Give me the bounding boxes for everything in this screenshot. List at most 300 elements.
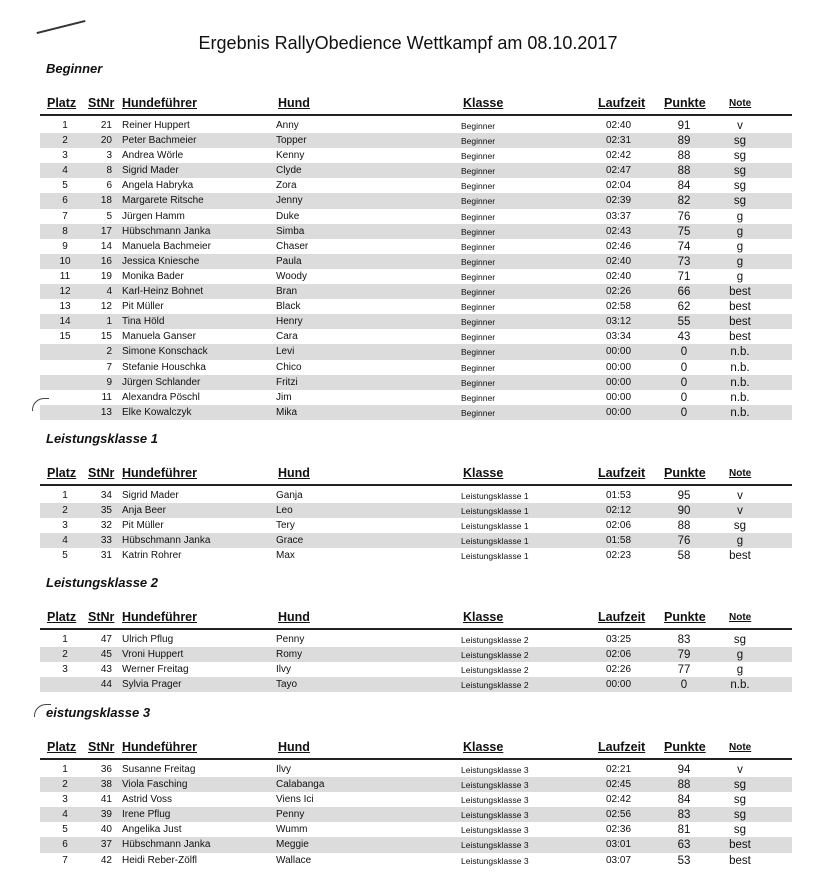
cell-platz: 13 bbox=[59, 301, 71, 313]
header-hund: Hund bbox=[278, 610, 310, 624]
cell-punkte: 0 bbox=[680, 406, 688, 419]
header-platz: Platz bbox=[47, 466, 77, 480]
header-klasse: Klasse bbox=[463, 466, 504, 480]
cell-stnr: 40 bbox=[100, 824, 112, 836]
cell-punkte: 88 bbox=[677, 150, 691, 163]
cell-platz: 3 bbox=[62, 150, 68, 162]
cell-platz: 7 bbox=[62, 854, 68, 866]
cell-hund: Chico bbox=[276, 361, 302, 373]
cell-klasse: Leistungsklasse 2 bbox=[461, 650, 529, 661]
cell-note: g bbox=[736, 210, 744, 223]
cell-fuehrer: Astrid Voss bbox=[122, 794, 173, 806]
cell-laufzeit: 03:37 bbox=[606, 210, 632, 222]
cell-hund: Duke bbox=[276, 210, 300, 222]
cell-fuehrer: Angelika Just bbox=[122, 824, 182, 836]
cell-klasse: Beginner bbox=[461, 196, 496, 207]
cell-hund: Grace bbox=[276, 535, 304, 547]
cell-klasse: Beginner bbox=[461, 407, 496, 418]
cell-stnr: 16 bbox=[100, 255, 112, 267]
cell-punkte: 63 bbox=[677, 839, 691, 852]
cell-platz: 11 bbox=[59, 270, 71, 282]
cell-note: best bbox=[729, 550, 751, 563]
table-row bbox=[40, 329, 792, 344]
table-body bbox=[40, 118, 792, 420]
cell-laufzeit: 02:36 bbox=[606, 824, 632, 836]
cell-fuehrer: Reiner Huppert bbox=[122, 120, 190, 131]
cell-klasse: Beginner bbox=[461, 211, 496, 222]
header-laufzeit: Laufzeit bbox=[598, 96, 646, 110]
table-row bbox=[40, 360, 792, 375]
cell-stnr: 3 bbox=[106, 150, 112, 162]
cell-hund: Fritzi bbox=[276, 376, 298, 388]
table-body bbox=[40, 632, 792, 692]
cell-hund: Paula bbox=[276, 255, 302, 267]
cell-punkte: 76 bbox=[677, 210, 691, 223]
cell-fuehrer: Peter Bachmeier bbox=[122, 135, 197, 147]
cell-stnr: 1 bbox=[106, 316, 112, 328]
cell-punkte: 76 bbox=[677, 535, 691, 548]
table-row bbox=[40, 314, 792, 329]
cell-punkte: 83 bbox=[677, 809, 691, 822]
cell-platz: 2 bbox=[62, 135, 68, 147]
cell-punkte: 95 bbox=[677, 490, 691, 502]
cell-fuehrer: Sylvia Prager bbox=[122, 679, 182, 691]
cell-punkte: 94 bbox=[677, 764, 691, 776]
table-row bbox=[40, 677, 792, 692]
cell-note: v bbox=[737, 764, 743, 776]
scan-mark bbox=[34, 704, 51, 717]
cell-punkte: 82 bbox=[677, 195, 691, 208]
cell-hund: Chaser bbox=[276, 240, 309, 252]
cell-note: g bbox=[736, 240, 744, 253]
cell-punkte: 77 bbox=[677, 664, 691, 677]
table-row bbox=[40, 224, 792, 239]
cell-stnr: 20 bbox=[100, 135, 112, 147]
cell-hund: Woody bbox=[276, 270, 307, 282]
table-row bbox=[40, 148, 792, 163]
cell-klasse: Beginner bbox=[461, 317, 496, 328]
cell-fuehrer: Angela Habryka bbox=[122, 180, 194, 192]
table-row bbox=[40, 792, 792, 807]
header-punkte: Punkte bbox=[664, 740, 706, 754]
cell-laufzeit: 01:53 bbox=[606, 490, 632, 501]
cell-note: g bbox=[736, 270, 744, 283]
cell-laufzeit: 02:42 bbox=[606, 150, 632, 162]
cell-laufzeit: 02:40 bbox=[606, 120, 632, 131]
cell-hund: Levi bbox=[276, 346, 295, 358]
cell-laufzeit: 00:00 bbox=[606, 361, 632, 373]
table-row bbox=[40, 284, 792, 299]
cell-fuehrer: Alexandra Pöschl bbox=[122, 391, 200, 403]
cell-klasse: Beginner bbox=[461, 332, 496, 343]
cell-note: g bbox=[736, 535, 744, 548]
table-row bbox=[40, 269, 792, 284]
cell-stnr: 47 bbox=[100, 634, 112, 645]
header-platz: Platz bbox=[47, 740, 77, 754]
cell-stnr: 39 bbox=[100, 809, 112, 821]
cell-note: sg bbox=[733, 794, 747, 807]
cell-klasse: Beginner bbox=[461, 121, 496, 131]
cell-stnr: 11 bbox=[101, 391, 112, 403]
cell-klasse: Leistungsklasse 1 bbox=[461, 521, 529, 532]
cell-platz: 10 bbox=[59, 255, 71, 267]
cell-stnr: 37 bbox=[100, 839, 112, 851]
page-title: Ergebnis RallyObedience Wettkampf am 08.10.2017 bbox=[198, 33, 618, 53]
cell-klasse: Beginner bbox=[461, 256, 496, 267]
cell-hund: Simba bbox=[276, 225, 305, 237]
cell-hund: Meggie bbox=[276, 839, 309, 851]
cell-note: best bbox=[729, 854, 751, 867]
cell-fuehrer: Monika Bader bbox=[122, 270, 184, 282]
cell-fuehrer: Sigrid Mader bbox=[122, 490, 179, 501]
table-row bbox=[40, 837, 792, 852]
cell-platz: 4 bbox=[62, 809, 68, 821]
header-laufzeit: Laufzeit bbox=[598, 740, 646, 754]
cell-laufzeit: 02:23 bbox=[606, 550, 632, 562]
header-note: Note bbox=[729, 612, 752, 623]
cell-hund: Romy bbox=[276, 649, 303, 661]
cell-laufzeit: 03:25 bbox=[606, 634, 632, 645]
cell-klasse: Beginner bbox=[461, 287, 496, 298]
cell-fuehrer: Hübschmann Janka bbox=[122, 225, 211, 237]
cell-fuehrer: Manuela Bachmeier bbox=[122, 240, 211, 252]
cell-hund: Topper bbox=[276, 135, 307, 147]
cell-fuehrer: Anja Beer bbox=[122, 505, 166, 517]
table-row bbox=[40, 193, 792, 208]
cell-fuehrer: Irene Pflug bbox=[122, 809, 171, 821]
cell-note: sg bbox=[733, 824, 747, 837]
cell-hund: Anny bbox=[276, 120, 299, 131]
cell-note: best bbox=[729, 286, 751, 299]
header-platz: Platz bbox=[47, 96, 77, 110]
cell-klasse: Beginner bbox=[461, 377, 496, 388]
header-punkte: Punkte bbox=[664, 96, 706, 110]
cell-laufzeit: 02:26 bbox=[606, 664, 632, 676]
cell-punkte: 73 bbox=[677, 255, 691, 268]
cell-fuehrer: Jürgen Schlander bbox=[122, 376, 201, 388]
cell-platz: 6 bbox=[62, 195, 68, 207]
cell-stnr: 7 bbox=[106, 361, 112, 373]
cell-laufzeit: 02:31 bbox=[606, 135, 632, 147]
table-row bbox=[40, 133, 792, 148]
cell-fuehrer: Viola Fasching bbox=[122, 779, 188, 791]
cell-hund: Penny bbox=[276, 634, 305, 645]
cell-hund: Kenny bbox=[276, 150, 305, 162]
cell-laufzeit: 02:40 bbox=[606, 255, 632, 267]
cell-stnr: 8 bbox=[106, 165, 112, 177]
cell-note: best bbox=[729, 331, 751, 344]
cell-hund: Wumm bbox=[276, 824, 308, 836]
cell-laufzeit: 00:00 bbox=[606, 376, 632, 388]
cell-stnr: 43 bbox=[100, 664, 112, 676]
cell-laufzeit: 00:00 bbox=[606, 391, 632, 403]
cell-klasse: Leistungsklasse 1 bbox=[461, 491, 529, 501]
table-row bbox=[40, 178, 792, 193]
header-punkte: Punkte bbox=[664, 466, 706, 480]
cell-hund: Ilvy bbox=[276, 764, 291, 775]
cell-punkte: 58 bbox=[677, 550, 691, 563]
scan-mark bbox=[32, 398, 49, 411]
cell-klasse: Leistungsklasse 3 bbox=[461, 810, 529, 821]
cell-stnr: 15 bbox=[100, 331, 112, 343]
header-stnr: StNr bbox=[88, 96, 115, 110]
cell-laufzeit: 03:34 bbox=[606, 331, 632, 343]
cell-fuehrer: Manuela Ganser bbox=[122, 331, 196, 343]
cell-stnr: 34 bbox=[100, 490, 112, 501]
cell-platz: 7 bbox=[62, 210, 68, 222]
cell-fuehrer: Elke Kowalczyk bbox=[122, 406, 192, 418]
cell-stnr: 2 bbox=[106, 346, 112, 358]
cell-laufzeit: 02:26 bbox=[606, 286, 632, 298]
table-row bbox=[40, 488, 792, 503]
cell-laufzeit: 01:58 bbox=[606, 535, 632, 547]
cell-note: n.b. bbox=[730, 679, 750, 692]
cell-stnr: 42 bbox=[100, 854, 112, 866]
cell-klasse: Leistungsklasse 1 bbox=[461, 506, 529, 517]
header-rule bbox=[40, 484, 792, 486]
cell-punkte: 0 bbox=[680, 679, 688, 692]
header-platz: Platz bbox=[47, 610, 77, 624]
cell-platz: 3 bbox=[62, 664, 68, 676]
cell-klasse: Beginner bbox=[461, 271, 496, 282]
cell-hund: Black bbox=[276, 301, 301, 313]
cell-fuehrer: Simone Konschack bbox=[122, 346, 208, 358]
cell-platz: 1 bbox=[62, 120, 68, 131]
cell-platz: 3 bbox=[62, 794, 68, 806]
cell-klasse: Leistungsklasse 2 bbox=[461, 680, 529, 691]
cell-hund: Wallace bbox=[276, 854, 312, 866]
cell-laufzeit: 02:06 bbox=[606, 649, 632, 661]
cell-fuehrer: Andrea Wörle bbox=[122, 150, 184, 162]
cell-hund: Tery bbox=[276, 520, 295, 532]
header-punkte: Punkte bbox=[664, 610, 706, 624]
cell-fuehrer: Katrin Rohrer bbox=[122, 550, 182, 562]
table-row bbox=[40, 807, 792, 822]
cell-punkte: 90 bbox=[677, 505, 691, 518]
cell-fuehrer: Hübschmann Janka bbox=[122, 839, 211, 851]
cell-stnr: 17 bbox=[100, 225, 112, 237]
cell-fuehrer: Stefanie Houschka bbox=[122, 361, 206, 373]
cell-hund: Max bbox=[276, 550, 295, 562]
cell-stnr: 4 bbox=[106, 286, 112, 298]
cell-hund: Ilvy bbox=[276, 664, 291, 676]
cell-platz: 2 bbox=[62, 505, 68, 517]
header-klasse: Klasse bbox=[463, 740, 504, 754]
cell-note: g bbox=[736, 255, 744, 268]
cell-klasse: Beginner bbox=[461, 166, 496, 177]
header-rule bbox=[40, 758, 792, 760]
cell-stnr: 5 bbox=[106, 210, 112, 222]
cell-note: sg bbox=[733, 195, 747, 208]
cell-stnr: 45 bbox=[100, 649, 112, 661]
table-row bbox=[40, 405, 792, 420]
cell-note: n.b. bbox=[730, 346, 750, 359]
header-fuehrer: Hundeführer bbox=[122, 466, 197, 480]
cell-hund: Leo bbox=[276, 505, 293, 517]
cell-fuehrer: Susanne Freitag bbox=[122, 764, 196, 775]
cell-stnr: 6 bbox=[106, 180, 112, 192]
cell-fuehrer: Jürgen Hamm bbox=[122, 210, 185, 222]
cell-punkte: 81 bbox=[677, 824, 691, 837]
cell-hund: Cara bbox=[276, 331, 298, 343]
cell-hund: Clyde bbox=[276, 165, 302, 177]
cell-laufzeit: 00:00 bbox=[606, 346, 632, 358]
table-body bbox=[40, 488, 792, 563]
cell-laufzeit: 00:00 bbox=[606, 679, 632, 691]
table-row bbox=[40, 762, 792, 777]
table-header bbox=[0, 610, 816, 626]
cell-platz: 5 bbox=[62, 180, 68, 192]
cell-hund: Jenny bbox=[276, 195, 303, 207]
cell-punkte: 0 bbox=[680, 361, 688, 374]
cell-note: sg bbox=[733, 180, 747, 193]
cell-laufzeit: 02:42 bbox=[606, 794, 632, 806]
cell-note: g bbox=[736, 225, 744, 238]
cell-punkte: 91 bbox=[677, 120, 691, 132]
cell-fuehrer: Pit Müller bbox=[122, 520, 164, 532]
table-row bbox=[40, 662, 792, 677]
cell-platz: 12 bbox=[59, 286, 71, 298]
cell-klasse: Beginner bbox=[461, 136, 496, 147]
cell-fuehrer: Werner Freitag bbox=[122, 664, 189, 676]
cell-klasse: Leistungsklasse 1 bbox=[461, 536, 529, 547]
cell-hund: Ganja bbox=[276, 490, 303, 501]
cell-note: n.b. bbox=[730, 391, 750, 404]
cell-laufzeit: 02:47 bbox=[606, 165, 632, 177]
cell-punkte: 66 bbox=[677, 286, 691, 299]
cell-laufzeit: 02:04 bbox=[606, 180, 632, 192]
cell-klasse: Leistungsklasse 1 bbox=[461, 551, 529, 562]
cell-fuehrer: Pit Müller bbox=[122, 301, 164, 313]
cell-platz: 4 bbox=[62, 535, 68, 547]
table-row bbox=[40, 344, 792, 359]
table-header bbox=[0, 466, 816, 482]
cell-stnr: 36 bbox=[100, 764, 112, 775]
header-stnr: StNr bbox=[88, 466, 115, 480]
cell-laufzeit: 02:06 bbox=[606, 520, 632, 532]
cell-fuehrer: Vroni Huppert bbox=[122, 649, 184, 661]
cell-klasse: Leistungsklasse 3 bbox=[461, 765, 529, 775]
cell-laufzeit: 02:45 bbox=[606, 779, 632, 791]
cell-stnr: 19 bbox=[100, 270, 112, 282]
cell-platz: 2 bbox=[62, 779, 68, 791]
cell-klasse: Beginner bbox=[461, 181, 496, 192]
cell-platz: 14 bbox=[59, 316, 71, 328]
cell-stnr: 32 bbox=[100, 520, 112, 532]
cell-platz: 5 bbox=[62, 824, 68, 836]
cell-punkte: 62 bbox=[677, 301, 691, 314]
cell-laufzeit: 02:58 bbox=[606, 301, 632, 313]
cell-hund: Zora bbox=[276, 180, 297, 192]
header-stnr: StNr bbox=[88, 610, 115, 624]
table-row bbox=[40, 533, 792, 548]
section-title: Leistungsklasse 1 bbox=[46, 431, 158, 446]
cell-fuehrer: Heidi Reber-Zölfl bbox=[122, 854, 198, 866]
cell-hund: Calabanga bbox=[276, 779, 325, 791]
cell-fuehrer: Sigrid Mader bbox=[122, 165, 179, 177]
header-note: Note bbox=[729, 742, 752, 753]
cell-platz: 15 bbox=[59, 331, 71, 343]
section-title: Leistungsklasse 2 bbox=[46, 575, 158, 590]
cell-note: sg bbox=[733, 520, 747, 533]
cell-punkte: 43 bbox=[677, 331, 691, 344]
cell-note: v bbox=[737, 120, 743, 132]
cell-fuehrer: Margarete Ritsche bbox=[122, 195, 204, 207]
cell-platz: 1 bbox=[62, 764, 68, 775]
cell-platz: 2 bbox=[62, 649, 68, 661]
cell-note: g bbox=[736, 649, 744, 662]
section-title: Beginner bbox=[46, 61, 103, 76]
table-row bbox=[40, 647, 792, 662]
table-row bbox=[40, 118, 792, 133]
table-row bbox=[40, 822, 792, 837]
cell-punkte: 53 bbox=[677, 854, 691, 867]
cell-fuehrer: Hübschmann Janka bbox=[122, 535, 211, 547]
cell-laufzeit: 03:01 bbox=[606, 839, 632, 851]
header-fuehrer: Hundeführer bbox=[122, 610, 197, 624]
cell-note: sg bbox=[733, 634, 747, 646]
cell-laufzeit: 03:12 bbox=[606, 316, 632, 328]
cell-stnr: 31 bbox=[100, 550, 112, 562]
header-fuehrer: Hundeführer bbox=[122, 740, 197, 754]
cell-klasse: Leistungsklasse 3 bbox=[461, 795, 529, 806]
cell-note: v bbox=[737, 490, 743, 502]
table-row bbox=[40, 548, 792, 563]
cell-klasse: Beginner bbox=[461, 241, 496, 252]
cell-hund: Penny bbox=[276, 809, 305, 821]
cell-platz: 9 bbox=[62, 240, 68, 252]
cell-note: sg bbox=[733, 135, 747, 148]
table-row bbox=[40, 254, 792, 269]
header-laufzeit: Laufzeit bbox=[598, 610, 646, 624]
cell-platz: 6 bbox=[62, 839, 68, 851]
cell-klasse: Beginner bbox=[461, 302, 496, 313]
cell-punkte: 55 bbox=[677, 316, 691, 329]
cell-punkte: 89 bbox=[677, 135, 691, 148]
table-header bbox=[0, 96, 816, 112]
table-header bbox=[0, 740, 816, 756]
table-row bbox=[40, 632, 792, 647]
cell-punkte: 84 bbox=[677, 180, 691, 193]
cell-note: best bbox=[729, 301, 751, 314]
table-body bbox=[40, 762, 792, 868]
cell-platz: 1 bbox=[62, 490, 68, 501]
header-laufzeit: Laufzeit bbox=[598, 466, 646, 480]
table-row bbox=[40, 375, 792, 390]
cell-klasse: Beginner bbox=[461, 362, 496, 373]
cell-stnr: 18 bbox=[100, 195, 112, 207]
cell-note: sg bbox=[733, 165, 747, 178]
cell-laufzeit: 02:21 bbox=[606, 764, 632, 775]
cell-hund: Mika bbox=[276, 406, 298, 418]
cell-fuehrer: Jessica Kniesche bbox=[122, 255, 200, 267]
cell-punkte: 0 bbox=[680, 391, 688, 404]
cell-stnr: 21 bbox=[100, 120, 112, 131]
cell-punkte: 83 bbox=[677, 634, 691, 646]
cell-klasse: Leistungsklasse 3 bbox=[461, 840, 529, 851]
cell-note: sg bbox=[733, 809, 747, 822]
header-note: Note bbox=[729, 468, 752, 479]
table-row bbox=[40, 503, 792, 518]
table-row bbox=[40, 209, 792, 224]
cell-laufzeit: 02:40 bbox=[606, 270, 632, 282]
cell-klasse: Leistungsklasse 3 bbox=[461, 855, 529, 866]
cell-fuehrer: Ulrich Pflug bbox=[122, 634, 174, 645]
cell-platz: 4 bbox=[62, 165, 68, 177]
cell-platz: 1 bbox=[62, 634, 68, 645]
cell-note: n.b. bbox=[730, 376, 750, 389]
cell-platz: 3 bbox=[62, 520, 68, 532]
